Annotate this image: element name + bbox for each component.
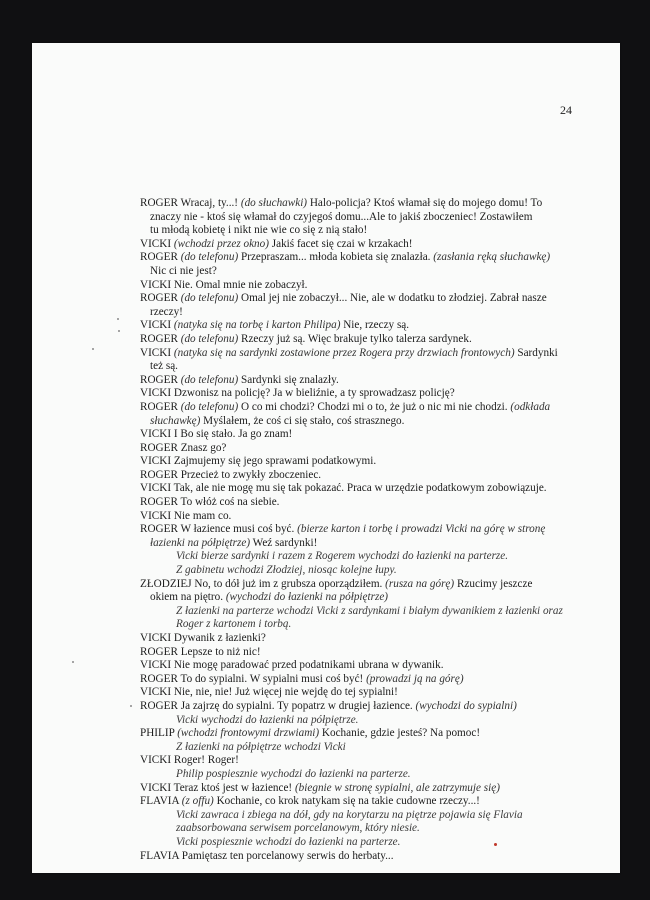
line-text: VICKI Nie, nie, nie! Już więcej nie wejdę do tej sypialni! <box>140 686 398 699</box>
italic-direction: Vicki bierze sardynki i razem z Rogerem wychodzi do łazienki na parterze. <box>176 550 509 563</box>
paper-speck <box>130 705 132 707</box>
dialogue-line <box>140 211 585 225</box>
italic-direction: słuchawkę) <box>150 414 201 427</box>
dialogue-line <box>140 306 585 320</box>
line-text: FLAVIA <box>140 795 182 808</box>
italic-direction: (natyka się na sardynki zostawione przez Rogera przy drzwiach frontowych) <box>173 346 515 359</box>
line-text: Kochanie, co krok natykam się na takie cudowne rzeczy...! <box>213 795 480 808</box>
italic-direction: (natyka się na torbę i karton Philipa) <box>173 319 341 332</box>
line-text: VICKI <box>140 237 174 250</box>
line-text: VICKI <box>140 346 174 359</box>
line-text: VICKI I Bo się stało. Ja go znam! <box>140 428 293 441</box>
dialogue-line <box>140 292 585 306</box>
italic-direction: (wychodzi do sypialni) <box>415 699 517 712</box>
italic-direction: Z łazienki na parterze wchodzi Vicki z sardynkami i białym dywanikiem z łazienki oraz <box>176 604 563 617</box>
line-text: Halo-policja? Ktoś włamał się do mojego domu! To <box>307 197 543 209</box>
line-text: ROGER Lepsze to niż nic! <box>140 645 261 658</box>
line-text: okiem na piętro. <box>150 591 226 604</box>
stage-direction-line <box>140 605 585 619</box>
dialogue-line <box>140 700 585 714</box>
dialogue-line <box>140 224 585 238</box>
stage-direction-line <box>140 836 585 850</box>
line-text: ROGER <box>140 292 181 305</box>
line-text: Myślałem, że coś ci się stało, coś strasznego. <box>200 414 405 427</box>
paper-speck <box>118 330 120 332</box>
italic-direction: (do słuchawki) <box>240 197 308 209</box>
dialogue-line <box>140 510 585 524</box>
dialogue-line <box>140 646 585 660</box>
dialogue-line <box>140 442 585 456</box>
italic-direction: (wchodzi frontowymi drzwiami) <box>177 727 320 740</box>
line-text: VICKI Dzwonisz na policję? Ja w bieliźnie, a ty sprowadzasz policję? <box>140 387 455 400</box>
stage-direction-line <box>140 564 585 578</box>
italic-direction: Vicki pospiesznie wchodzi do łazienki na parterze. <box>176 835 401 848</box>
line-text: VICKI Nie mam co. <box>140 509 232 522</box>
stage-direction-line <box>140 768 585 782</box>
italic-direction: Z gabinetu wchodzi Złodziej, niosąc kolejne łupy. <box>176 564 397 577</box>
italic-direction: (do telefonu) <box>180 251 239 264</box>
line-text: Sardynki się znalazły. <box>238 373 339 386</box>
line-text: VICKI Nie mogę paradować przed podatnikami ubrana w dywanik. <box>140 659 444 672</box>
line-text: ROGER To do sypialni. W sypialni musi coś być! <box>140 672 367 685</box>
italic-direction: (prowadzi ją na górę) <box>366 672 464 685</box>
dialogue-line <box>140 782 585 796</box>
dialogue-line <box>140 850 585 864</box>
line-text: też są. <box>150 360 178 373</box>
italic-direction: Vicki zawraca i zbiega na dół, gdy na korytarzu na piętrze pojawia się Flavia <box>176 808 523 821</box>
line-text: VICKI Nie. Omal mnie nie zobaczył. <box>140 278 308 291</box>
stage-direction-line <box>140 809 585 823</box>
page-number: 24 <box>560 103 572 117</box>
dialogue-line <box>140 238 585 252</box>
dialogue-line <box>140 686 585 700</box>
dialogue-line <box>140 795 585 809</box>
line-text: ROGER Znasz go? <box>140 441 227 454</box>
line-text: Sardynki <box>514 346 558 359</box>
line-text: Kochanie, gdzie jesteś? Na pomoc! <box>319 727 481 740</box>
line-text: VICKI Tak, ale nie mogę mu się tak pokazać. Praca w urzędzie podatkowym zobowiązuje. <box>140 482 547 495</box>
line-text: Rzeczy już są. Więc brakuje tylko talerza sardynek. <box>238 332 472 345</box>
dialogue-line <box>140 523 585 537</box>
paper-speck <box>72 661 74 663</box>
line-text: ROGER To włóż coś na siebie. <box>140 496 280 509</box>
dialogue-line <box>140 591 585 605</box>
italic-direction: zaabsorbowana serwisem porcelanowym, który niesie. <box>176 822 420 835</box>
italic-direction: (wchodzi przez okno) <box>173 237 269 250</box>
line-text: Przepraszam... młoda kobieta się znalazła. <box>238 251 434 264</box>
line-text: ROGER Ja zajrzę do sypialni. Ty popatrz w drugiej łazience. <box>140 699 416 712</box>
line-text: O co mi chodzi? Chodzi mi o to, że już o nic mi nie chodzi. <box>238 400 511 413</box>
line-text: Jakiś facet się czai w krzakach! <box>268 237 413 250</box>
italic-direction: Roger z kartonem i torbą. <box>176 618 292 631</box>
italic-direction: (z offu) <box>181 795 214 808</box>
italic-direction: (rusza na górę) <box>385 577 455 590</box>
dialogue-line <box>140 319 585 333</box>
paper-speck <box>117 318 119 320</box>
line-text: VICKI Teraz ktoś jest w łazience! <box>140 781 295 794</box>
line-text: Nie, rzeczy są. <box>340 319 410 332</box>
line-text: PHILIP <box>140 727 178 740</box>
line-text: ROGER W łazience musi coś być. <box>140 523 298 536</box>
dialogue-line <box>140 415 585 429</box>
italic-direction: (do telefonu) <box>180 373 239 386</box>
line-text: tu młodą kobietę i nikt nie wie co się z nią stało! <box>150 224 368 237</box>
dialogue-line <box>140 537 585 551</box>
italic-direction: (do telefonu) <box>180 400 239 413</box>
italic-direction: (bierze karton i torbę i prowadzi Vicki na górę w stronę <box>297 523 546 536</box>
line-text: Nic ci nie jest? <box>150 264 217 277</box>
italic-direction: Philip pospiesznie wychodzi do łazienki na parterze. <box>176 767 411 780</box>
italic-direction: (do telefonu) <box>180 292 239 305</box>
line-text: znaczy nie - ktoś się włamał do czyjegoś domu...Ale to jakiś zboczeniec! Zostawiłem <box>150 210 533 223</box>
dialogue-line <box>140 279 585 293</box>
stage-direction-line <box>140 714 585 728</box>
dialogue-line <box>140 469 585 483</box>
dialogue-line <box>140 754 585 768</box>
dialogue-line <box>140 333 585 347</box>
dialogue-line <box>140 360 585 374</box>
italic-direction: (wychodzi do łazienki na półpiętrze) <box>225 591 389 604</box>
dialogue-line <box>140 374 585 388</box>
stage-direction-line <box>140 822 585 836</box>
italic-direction: (do telefonu) <box>180 332 239 345</box>
line-text: ZŁODZIEJ No, to dół już im z grubsza oporządziłem. <box>140 577 386 590</box>
italic-direction: Z łazienki na półpiętrze wchodzi Vicki <box>176 740 346 753</box>
italic-direction: Vicki wychodzi do łazienki na półpiętrze. <box>176 713 359 726</box>
line-text: Omal jej nie zobaczył... Nie, ale w dodatku to złodziej. Zabrał nasze <box>238 292 547 305</box>
line-text: ROGER <box>140 332 181 345</box>
line-text: Weź sardynki! <box>250 536 318 549</box>
dialogue-line <box>140 251 585 265</box>
dialogue-line <box>140 197 585 211</box>
dialogue-line <box>140 347 585 361</box>
line-text: VICKI Roger! Roger! <box>140 754 239 767</box>
italic-direction: (odkłada <box>510 400 551 413</box>
line-text: Rzucimy jeszcze <box>454 577 533 590</box>
italic-direction: (biegnie w stronę sypialni, ale zatrzymuje się) <box>294 781 500 794</box>
line-text: ROGER Wracaj, ty...! <box>140 197 241 209</box>
dialogue-line <box>140 401 585 415</box>
line-text: rzeczy! <box>150 305 183 318</box>
line-text: VICKI Dywanik z łazienki? <box>140 632 266 644</box>
line-text: ROGER <box>140 373 181 386</box>
dialogue-line <box>140 673 585 687</box>
dialogue-line <box>140 496 585 510</box>
italic-direction: łazienki na półpiętrze) <box>150 536 251 549</box>
dialogue-line <box>140 387 585 401</box>
line-text: VICKI Zajmujemy się jego sprawami podatkowymi. <box>140 455 377 468</box>
line-text: FLAVIA Pamiętasz ten porcelanowy serwis do herbaty... <box>140 849 394 862</box>
stage-direction-line <box>140 741 585 755</box>
dialogue-line <box>140 455 585 469</box>
dialogue-line <box>140 428 585 442</box>
stage-direction-line <box>140 550 585 564</box>
line-text: ROGER <box>140 251 181 264</box>
script-text <box>140 197 585 863</box>
document-page <box>32 43 620 873</box>
dialogue-line <box>140 632 585 646</box>
line-text: VICKI <box>140 319 174 332</box>
italic-direction: (zasłania ręką słuchawkę) <box>433 251 551 264</box>
dialogue-line <box>140 265 585 279</box>
dialogue-line <box>140 578 585 592</box>
dialogue-line <box>140 659 585 673</box>
red-dot-mark <box>494 843 497 846</box>
dialogue-line <box>140 727 585 741</box>
paper-speck <box>92 348 94 350</box>
dialogue-line <box>140 482 585 496</box>
line-text: ROGER Przecież to zwykły zboczeniec. <box>140 468 322 481</box>
line-text: ROGER <box>140 400 181 413</box>
stage-direction-line <box>140 618 585 632</box>
